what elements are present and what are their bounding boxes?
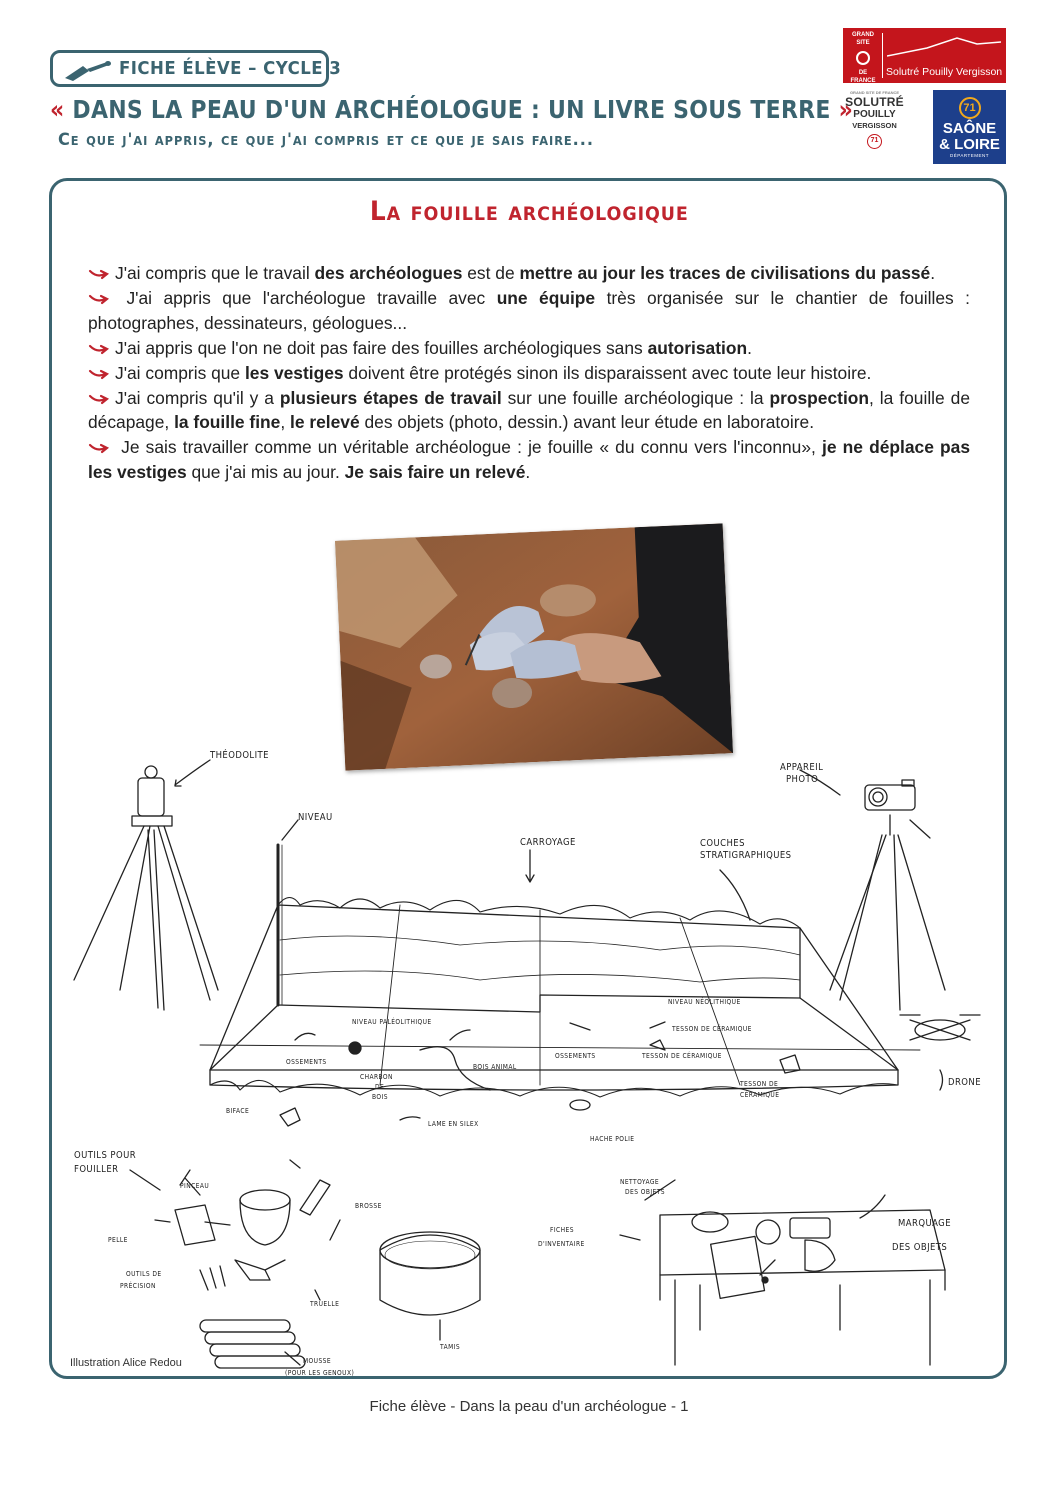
label-tesson-3b: CÉRAMIQUE — [740, 1091, 780, 1099]
label-charbon-de: DE — [375, 1083, 385, 1091]
label-bois-animal: BOIS ANIMAL — [473, 1063, 517, 1071]
theodolite-drawing — [74, 760, 218, 1010]
arrow-icon — [88, 268, 111, 280]
label-pelle: PELLE — [108, 1236, 128, 1244]
saone-loire-logo: 71 SAÔNE & LOIRE DÉPARTEMENT — [933, 90, 1006, 164]
trowel-icon — [61, 56, 113, 84]
list-item: J'ai appris que l'on ne doit pas faire des fouilles archéologiques sans autorisation. — [88, 336, 970, 361]
label-niveau-paleolithique: NIVEAU PALÉOLITHIQUE — [352, 1018, 432, 1026]
label-tesson-2: TESSON DE CÉRAMIQUE — [642, 1052, 722, 1060]
label-inventaire: D'INVENTAIRE — [538, 1240, 585, 1248]
label-brosse: BROSSE — [355, 1202, 382, 1210]
excavation-pit — [200, 820, 920, 1126]
label-tesson-1: TESSON DE CÉRAMIQUE — [672, 1025, 752, 1033]
cycle-badge — [50, 50, 342, 87]
label-theodolite: THÉODOLITE — [210, 750, 269, 761]
label-precision: PRÉCISION — [120, 1282, 156, 1290]
label-charbon-bois: BOIS — [372, 1093, 388, 1101]
label-carroyage: CARROYAGE — [520, 837, 576, 848]
label-ossements-2: OSSEMENTS — [555, 1052, 596, 1060]
page-footer: Fiche élève - Dans la peau d'un archéologue - 1 — [369, 1398, 689, 1415]
label-mousse: MOUSSE — [303, 1357, 332, 1365]
table-drawing — [645, 1180, 948, 1365]
label-ossements-1: OSSEMENTS — [286, 1058, 327, 1066]
label-pinceau: PINCEAU — [180, 1182, 210, 1190]
section-title: La fouille archéologique — [369, 196, 689, 227]
label-outils-pour: OUTILS POUR — [74, 1150, 137, 1161]
label-pour-genoux: (POUR LES GENOUX) — [285, 1369, 355, 1377]
arrow-icon — [88, 293, 111, 305]
label-charbon: CHARBON — [360, 1073, 393, 1081]
grand-site-logo: GRAND SITE DE FRANCE Solutré Pouilly Vergisson — [843, 28, 1006, 83]
list-item: J'ai compris que le travail des archéologues est de mettre au jour les traces de civilisations du passé. — [88, 261, 970, 286]
label-des-objets: DES OBJETS — [625, 1188, 665, 1196]
excavation-photo — [335, 523, 733, 770]
label-nettoyage: NETTOYAGE — [620, 1178, 660, 1186]
subtitle: Ce que j'ai appris, ce que j'ai compris et ce que je sais faire... — [58, 130, 594, 150]
arrow-icon — [88, 393, 111, 405]
tools-drawing — [130, 1160, 640, 1368]
label-niveau: NIVEAU — [298, 812, 333, 823]
label-niveau-neolithique: NIVEAU NÉOLITHIQUE — [668, 998, 741, 1006]
arrow-icon — [88, 442, 111, 454]
label-hache-polie: HACHE POLIE — [590, 1135, 635, 1143]
label-marquage: MARQUAGE — [898, 1218, 951, 1229]
label-couches: COUCHES — [700, 838, 745, 849]
label-stratigraphiques: STRATIGRAPHIQUES — [700, 850, 792, 861]
label-tamis: TAMIS — [440, 1343, 461, 1351]
label-biface: BIFACE — [226, 1107, 250, 1115]
spv-logo: GRAND SITE DE FRANCE SOLUTRÉ POUILLY VERGISSON 71 — [843, 90, 906, 160]
rock-silhouette-icon — [887, 34, 1001, 60]
arrow-icon — [88, 368, 111, 380]
label-fiches: FICHES — [550, 1226, 574, 1234]
label-tesson-3a: TESSON DE — [740, 1080, 779, 1088]
label-lame-silex: LAME EN SILEX — [428, 1120, 479, 1128]
list-item: Je sais travailler comme un véritable archéologue : je fouille « du connu vers l'inconnu», je ne déplace pas les vestiges que j'ai mis au jour. Je sais faire un relevé. — [88, 437, 970, 483]
label-appareil: APPAREIL — [780, 762, 824, 773]
label-drone: DRONE — [948, 1077, 982, 1088]
label-truelle: TRUELLE — [310, 1300, 340, 1308]
badge-label: FICHE ÉLÈVE – CYCLE 3 — [119, 58, 342, 79]
list-item: J'ai compris que les vestiges doivent être protégés sinon ils disparaissent avec toute leur histoire. — [88, 361, 970, 386]
excavation-illustration — [60, 740, 1000, 1385]
label-des-objets-2: DES OBJETS — [892, 1242, 948, 1253]
camera-tripod-drawing — [800, 770, 945, 1010]
label-fouiller: FOUILLER — [74, 1164, 119, 1175]
label-outils-de: OUTILS DE — [126, 1270, 162, 1278]
grand-site-emblem: GRAND SITE DE FRANCE — [850, 32, 876, 84]
illustration-credit: Illustration Alice Redou — [70, 1357, 182, 1369]
list-item: J'ai compris qu'il y a plusieurs étapes de travail sur une fouille archéologique : la prospection, la fouille de décapage, la fouille fine, le relevé des objets (photo, dessin.) avant leur étude en laboratoire. — [88, 387, 971, 433]
learning-list — [88, 261, 970, 485]
main-title: « DANS LA PEAU D'UN ARCHÉOLOGUE : UN LIVRE SOUS TERRE » — [50, 95, 854, 124]
list-item: J'ai appris que l'archéologue travaille avec une équipe très organisée sur le chantier de fouilles : photographes, dessinateurs, géologues... — [88, 287, 970, 333]
label-photo: PHOTO — [786, 774, 819, 785]
arrow-icon — [88, 343, 111, 355]
